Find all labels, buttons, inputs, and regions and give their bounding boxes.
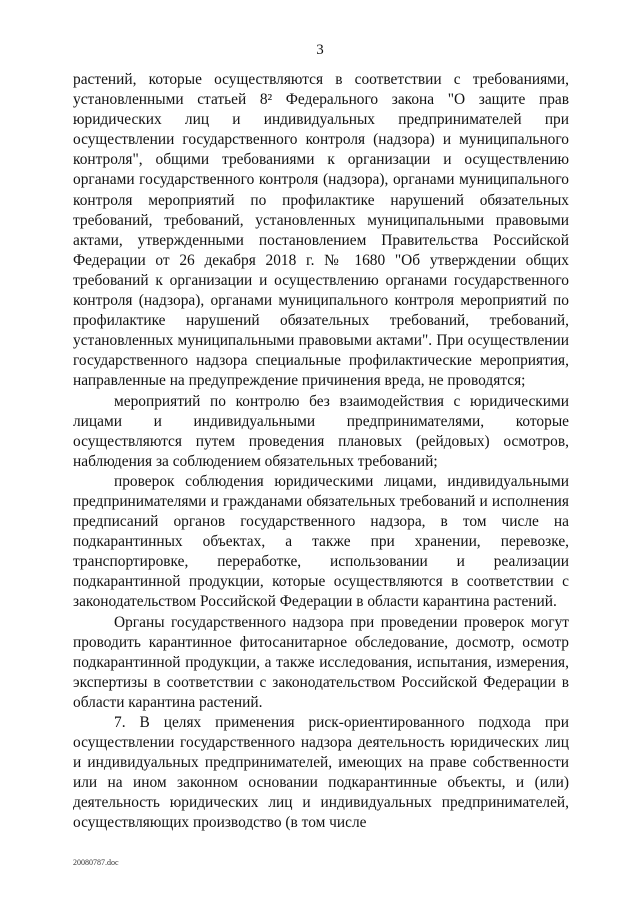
paragraph-item-7: 7. В целях применения риск-ориентированного подхода при осуществлении государственного надзора деятельность юридических лиц и индивидуальных предпринимателей, имеющих на праве собственности или на ином законном основании подкарантинные объекты, и (или) деятельность юридических лиц и индивидуальных предпринимателей, осуществляющих производство (в том числе (73, 714, 569, 832)
paragraph-supervision-authorities: Органы государственного надзора при проведении проверок могут проводить карантинное фитосанитарное обследование, досмотр, осмотр подкарантинной продукции, а также исследования, испытания, измерения, экспертизы в соответствии с законодательством Российской Федерации в области карантина растений. (73, 613, 569, 711)
document-body (73, 70, 569, 834)
paragraph-inspections: проверок соблюдения юридическими лицами, индивидуальными предпринимателями и гражданами обязательных требований и исполнения предписаний органов государственного надзора, в том числе на подкарантинных объектах, а также при хранении, перевозке, транспортировке, переработке, использовании и реализации подкарантинной продукции, которые осуществляются в соответствии с законодательством Российской Федерации в области карантина растений. (73, 472, 569, 611)
paragraph-control-measures: мероприятий по контролю без взаимодействия с юридическими лицами и индивидуальными предпринимателями, которые осуществляются путем проведения плановых (рейдовых) осмотров, наблюдения за соблюдением обязательных требований; (73, 392, 569, 470)
file-name-footer: 20080787.doc (73, 858, 119, 867)
paragraph-continuation: растений, которые осуществляются в соответствии с требованиями, установленными статьей 8² Федерального закона "О защите прав юридических лиц и индивидуальных предпринимателей при осуществлении государственного контроля (надзора) и муниципального контроля", общими требованиями к организации и осуществлению органами государственного контроля (надзора), органами муниципального контроля мероприятий по профилактике нарушений обязательных требований, требований, установленных муниципальными правовыми актами, утвержденными постановлением Правительства Российской Федерации от 26 декабря 2018 г. № 1680 "Об утверждении общих требований к организации и осуществлению органами государственного контроля (надзора), органами муниципального контроля мероприятий по профилактике нарушений обязательных требований, требований, установленных муниципальными правовыми актами". При осуществлении государственного надзора специальные профилактические мероприятия, направленные на предупреждение причинения вреда, не проводятся; (73, 71, 569, 390)
page-number: 3 (316, 42, 324, 58)
